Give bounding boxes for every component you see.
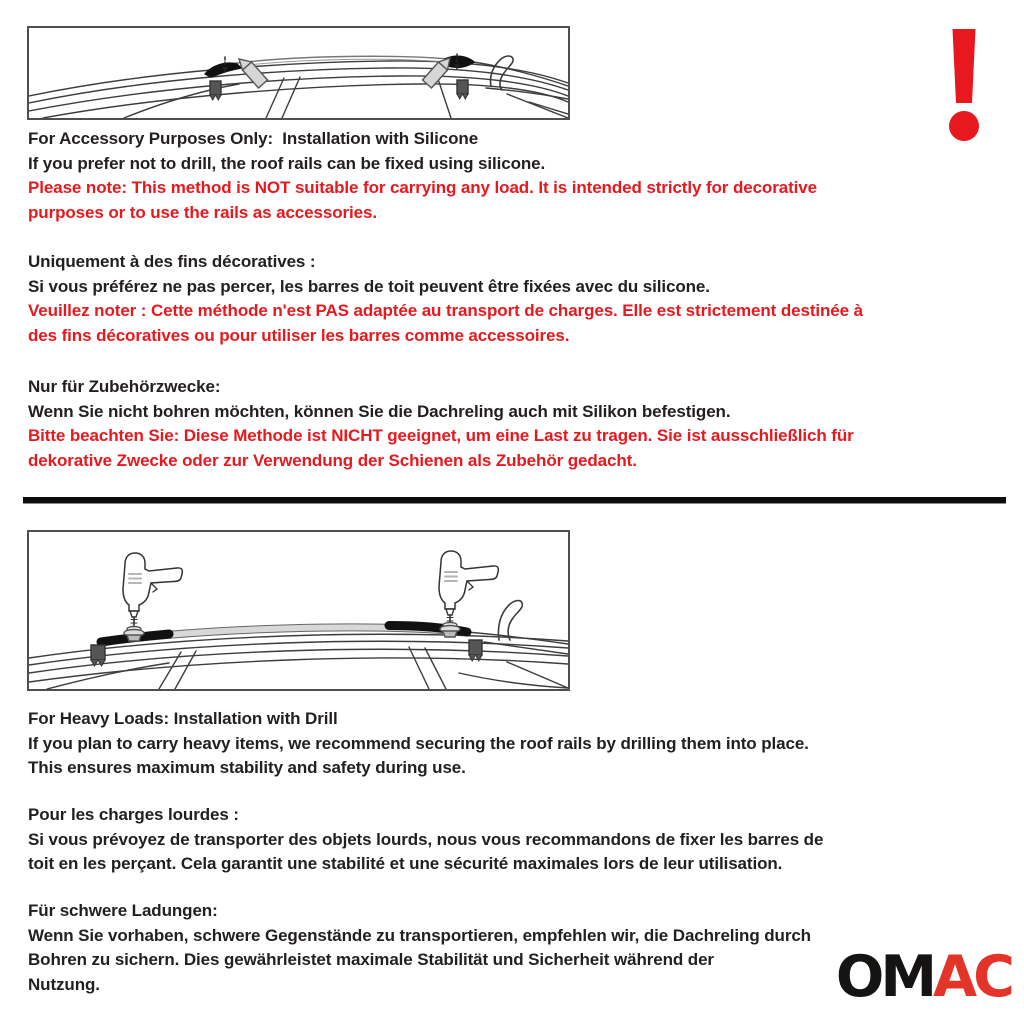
drill-left <box>123 553 182 641</box>
drill-body-en-line1: If you plan to carry heavy items, we recommend securing the roof rails by drilling them into place. <box>28 733 809 753</box>
section-silicone-english <box>28 127 1014 225</box>
silicone-warning-de-line2: dekorative Zwecke oder zur Verwendung der Schienen als Zubehör gedacht. <box>28 450 637 470</box>
silicone-body-de: Wenn Sie nicht bohren möchten, können Sie die Dachreling auch mit Silikon befestigen. <box>28 401 731 421</box>
omac-logo-black-letters: OM <box>835 944 934 1010</box>
exclamation-bar <box>952 29 977 103</box>
drill-body-de-line1: Wenn Sie vorhaben, schwere Gegenstände zu transportieren, empfehlen wir, die Dachreling durch <box>28 925 811 945</box>
silicone-illustration-box <box>27 26 570 120</box>
silicone-heading-en: For Accessory Purposes Only: Installation with Silicone <box>28 129 479 148</box>
silicone-heading-fr: Uniquement à des fins décoratives : <box>28 252 316 271</box>
section-silicone-german <box>28 375 1014 473</box>
drill-heading-de: Für schwere Ladungen: <box>28 901 218 920</box>
drill-body-de-line3: Nutzung. <box>28 974 100 994</box>
silicone-warning-fr-line2: des fins décoratives ou pour utiliser les barres comme accessoires. <box>28 325 570 345</box>
drill-heading-fr: Pour les charges lourdes : <box>28 805 239 824</box>
silicone-warning-en-line1: Please note: This method is NOT suitable for carrying any load. It is intended strictly for decorative <box>28 178 817 197</box>
silicone-warning-en-line2: purposes or to use the rails as accessories. <box>28 202 377 222</box>
roof-rail-silicone-illustration <box>29 28 568 118</box>
drill-body-en-line2: This ensures maximum stability and safety during use. <box>28 758 466 777</box>
drill-illustration-box <box>27 530 570 691</box>
section-drill-french <box>28 803 1014 877</box>
silicone-warning-de-line1: Bitte beachten Sie: Diese Methode ist NICHT geeignet, um eine Last zu tragen. Sie ist ausschließlich für <box>28 426 854 445</box>
section-drill-english <box>28 707 1014 781</box>
drill-body-de-line2: Bohren zu sichern. Dies gewährleistet maximale Stabilität und Sicherheit während der <box>28 950 714 969</box>
warning-exclamation-icon <box>946 29 982 143</box>
section-silicone-french <box>28 250 1014 348</box>
drill-body-fr-line1: Si vous prévoyez de transporter des objets lourds, nous vous recommandons de fixer les barres de <box>28 829 824 849</box>
drill-right <box>439 551 498 637</box>
silicone-body-fr: Si vous préférez ne pas percer, les barres de toit peuvent être fixées avec du silicone. <box>28 276 710 296</box>
silicone-heading-de: Nur für Zubehörzwecke: <box>28 377 221 396</box>
drill-heading-en: For Heavy Loads: Installation with Drill <box>28 709 338 728</box>
roof-rail-drill-illustration <box>29 532 568 689</box>
omac-logo <box>835 944 1011 1010</box>
silicone-body-en: If you prefer not to drill, the roof rails can be fixed using silicone. <box>28 153 546 173</box>
drill-body-fr-line2: toit en les perçant. Cela garantit une stabilité et une sécurité maximales lors de leur utilisation. <box>28 854 783 873</box>
section-divider <box>23 497 1006 504</box>
silicone-warning-fr-line1: Veuillez noter : Cette méthode n'est PAS adaptée au transport de charges. Elle est strictement destinée à <box>28 301 863 320</box>
omac-logo-red-letters: AC <box>933 944 1011 1010</box>
